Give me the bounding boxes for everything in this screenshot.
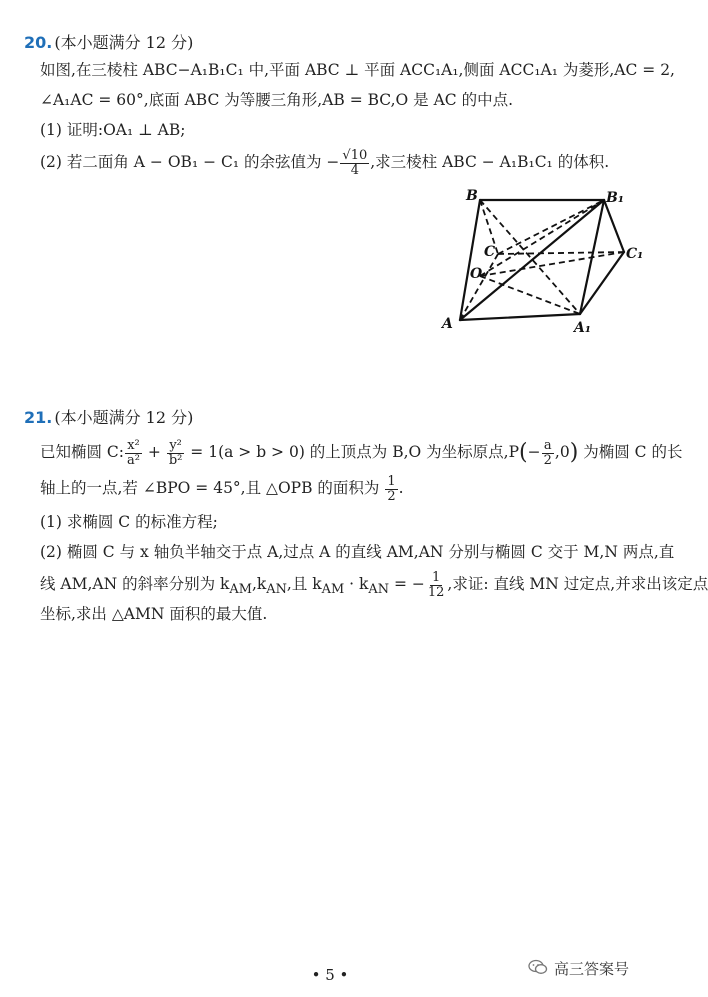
q21-frac-twelfth-den: 12 — [427, 584, 445, 600]
q20-part2 — [40, 148, 609, 178]
q21-p2-c: ,且 k — [286, 575, 322, 593]
q21-p2-d: · k — [344, 575, 369, 593]
q21-header — [24, 405, 193, 428]
q21-part2-line3: 坐标,求出 △AMN 面积的最大值. — [40, 605, 268, 623]
label-a: A — [442, 316, 453, 332]
q21-frac-y-num: y² — [169, 437, 182, 453]
label-b1: B₁ — [606, 190, 624, 206]
q21-frac-half-num: 1 — [387, 473, 396, 489]
prism-diagram — [436, 186, 656, 338]
q21-text-line1 — [40, 438, 682, 468]
q21-p2-sub3: AM — [321, 582, 345, 598]
q21-frac-x-num: x² — [127, 437, 140, 453]
q21-l1-b: = 1(a > b > 0) 的上顶点为 B,O 为坐标原点,P — [185, 443, 520, 461]
q21-frac-twelfth-num: 1 — [432, 569, 441, 585]
q21-p2-sub2: AN — [266, 582, 287, 598]
label-a1: A₁ — [574, 320, 591, 336]
edge-c-b1 — [498, 200, 604, 254]
q21-p2-e: = − — [389, 575, 425, 593]
q21-frac-a2 — [542, 439, 554, 468]
page-number: • 5 • — [311, 966, 349, 984]
label-c1: C₁ — [626, 246, 644, 262]
q20-header — [24, 30, 193, 53]
q20-number: 20. — [24, 33, 53, 52]
q21-l1-plus: + — [142, 443, 166, 461]
q20-fraction-num: √10 — [342, 147, 368, 163]
q21-p2-b: ,k — [251, 575, 267, 593]
q21-l2-a: 轴上的一点,若 ∠BPO = 45°,且 △OPB 的面积为 — [40, 479, 385, 497]
q20-points: (本小题满分 12 分) — [54, 33, 194, 52]
q21-frac-x-den: a² — [127, 452, 140, 468]
q21-frac-y — [167, 439, 185, 468]
q21-points: (本小题满分 12 分) — [54, 408, 194, 427]
label-c: C — [484, 244, 496, 260]
q21-l1-minus: − — [527, 443, 541, 461]
edge-a-a1 — [460, 314, 580, 320]
edge-o-b1 — [480, 200, 604, 276]
edge-o-c1 — [480, 252, 624, 276]
q21-p2-sub1: AM — [229, 582, 252, 598]
q21-frac-a2-den: 2 — [543, 452, 552, 468]
q21-frac-a2-num: a — [543, 437, 552, 453]
q21-p2-g: ,求证: 直线 MN 过定点,并求出该定点 — [447, 575, 708, 593]
q21-frac-x — [125, 439, 142, 468]
q21-frac-half — [385, 475, 397, 504]
q21-l1-a: 已知椭圆 C: — [40, 443, 125, 461]
q21-frac-y-den: b² — [168, 452, 183, 468]
q21-p2-a: 线 AM,AN 的斜率分别为 k — [40, 575, 230, 593]
q21-l1-c: ,0 — [554, 443, 570, 461]
q20-fraction — [340, 149, 369, 178]
q21-l1-paren-close: ) — [569, 440, 579, 465]
edge-o-a1 — [480, 276, 580, 314]
q21-p2-sub4: AN — [368, 582, 390, 598]
q20-part1: (1) 证明:OA₁ ⊥ AB; — [40, 121, 186, 139]
q20-text-line2: ∠A₁AC = 60°,底面 ABC 为等腰三角形,AB = BC,O 是 AC 的中点. — [40, 91, 514, 109]
watermark-text: 高三答案号 — [554, 960, 630, 978]
q20-fraction-den: 4 — [350, 162, 359, 178]
q21-frac-twelfth — [426, 571, 447, 600]
q21-number: 21. — [24, 408, 53, 427]
prism-figure — [436, 186, 656, 338]
q20-part2-text-b: ,求三棱柱 ABC − A₁B₁C₁ 的体积. — [370, 153, 610, 171]
watermark — [528, 958, 629, 979]
label-o: O — [470, 266, 483, 282]
q21-frac-half-den: 2 — [387, 488, 396, 504]
q20-part2-text-a: (2) 若二面角 A − OB₁ − C₁ 的余弦值为 − — [40, 153, 340, 171]
q21-l1-d: 为椭圆 C 的长 — [578, 443, 683, 461]
q21-part2-line2 — [40, 570, 708, 604]
wechat-icon — [528, 959, 548, 979]
q21-text-line2 — [40, 474, 404, 504]
q21-part2-line1: (2) 椭圆 C 与 x 轴负半轴交于点 A,过点 A 的直线 AM,AN 分别与椭圆 C 交于 M,N 两点,直 — [40, 543, 675, 561]
q21-l2-b: . — [398, 479, 404, 497]
label-b: B — [466, 188, 478, 204]
q21-part1: (1) 求椭圆 C 的标准方程; — [40, 513, 218, 531]
edge-b1-c1 — [604, 200, 624, 252]
q21-l1-paren-open: ( — [519, 440, 528, 465]
q20-text-line1: 如图,在三棱柱 ABC−A₁B₁C₁ 中,平面 ABC ⊥ 平面 ACC₁A₁,侧面 ACC₁A₁ 为菱形,AC = 2, — [40, 61, 675, 79]
